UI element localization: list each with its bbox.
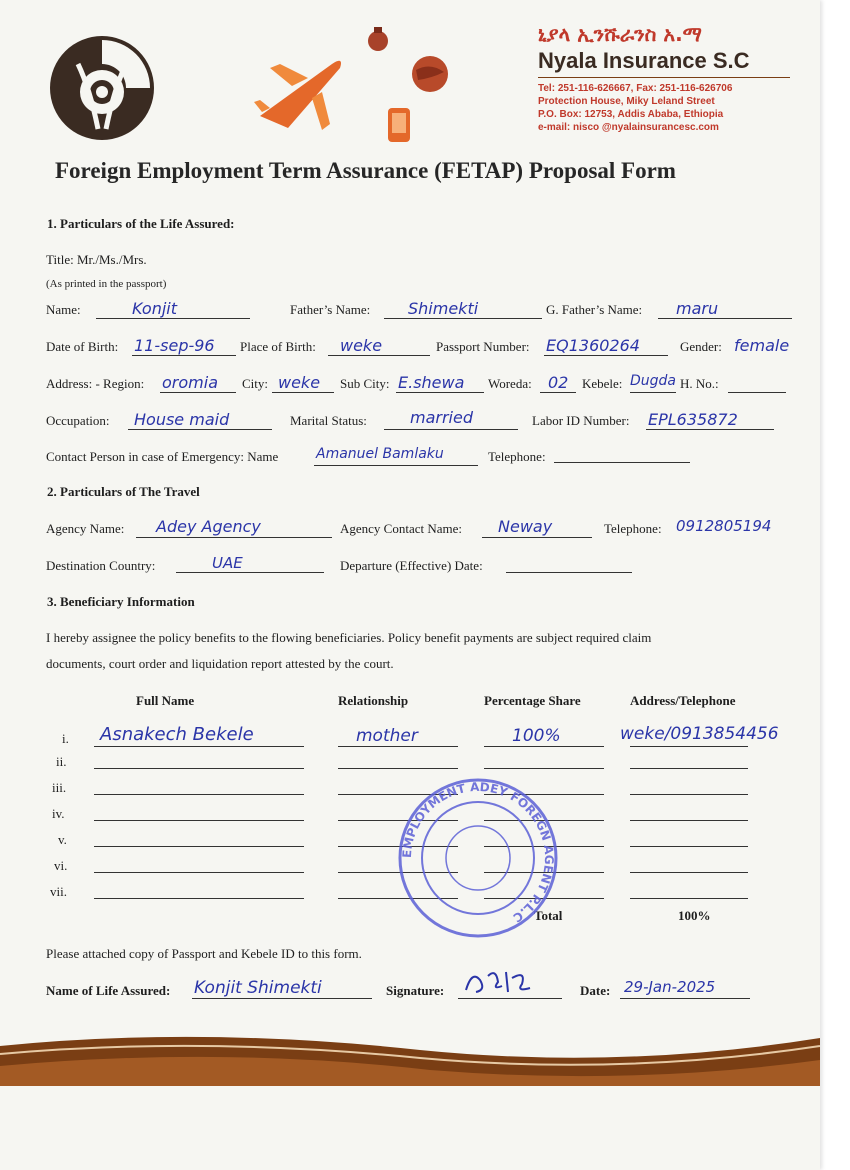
total-value: 100%: [678, 908, 711, 923]
emergency-contact-field-line[interactable]: [314, 465, 478, 466]
region-label: Address: - Region:: [46, 376, 145, 391]
departure-label: Departure (Effective) Date:: [340, 558, 483, 573]
labor-id-label: Labor ID Number:: [532, 413, 630, 428]
row-address-line[interactable]: [630, 768, 748, 769]
row-name-line[interactable]: [94, 898, 304, 899]
row-address-line[interactable]: [630, 872, 748, 873]
row-name-line[interactable]: [94, 872, 304, 873]
company-contact-email: e-mail: nisco @nyalainsurancesc.com: [538, 122, 719, 133]
emergency-telephone-field-line[interactable]: [554, 462, 690, 463]
printed-note: (As printed in the passport): [46, 278, 167, 290]
life-assured-name-field-line[interactable]: [192, 998, 372, 999]
pob-value: weke: [340, 336, 383, 355]
footer-wave-decoration-icon: [0, 1016, 820, 1086]
father-name-value: Shimekti: [408, 299, 479, 318]
beneficiary-name-value: Asnakech Bekele: [100, 724, 254, 745]
woreda-label: Woreda:: [488, 376, 532, 391]
row-name-line[interactable]: [94, 794, 304, 795]
row-relationship-line[interactable]: [338, 746, 458, 747]
marital-label: Marital Status:: [290, 413, 367, 428]
row-name-line[interactable]: [94, 746, 304, 747]
header-percentage-share: Percentage Share: [484, 693, 581, 708]
city-label: City:: [242, 376, 269, 391]
name-label: Name:: [46, 302, 81, 317]
moneybag-icon: [364, 24, 392, 52]
beneficiary-relationship-value: mother: [356, 726, 418, 746]
destination-label: Destination Country:: [46, 558, 156, 573]
row-address-line[interactable]: [630, 794, 748, 795]
row-address-line[interactable]: [630, 820, 748, 821]
signature-icon: [462, 966, 538, 998]
company-contact-address: Protection House, Miky Leland Street: [538, 96, 715, 107]
dob-label: Date of Birth:: [46, 339, 119, 354]
house-number-label: H. No.:: [680, 376, 719, 391]
labor-id-value: EPL635872: [648, 410, 738, 429]
header-address-telephone: Address/Telephone: [630, 693, 736, 708]
marital-field-line[interactable]: [384, 429, 518, 430]
row-number: iii.: [52, 780, 67, 795]
signature-label: Signature:: [386, 983, 445, 998]
row-name-line[interactable]: [94, 820, 304, 821]
name-value: Konjit: [132, 299, 178, 318]
dob-value: 11-sep-96: [134, 336, 215, 355]
row-name-line[interactable]: [94, 846, 304, 847]
globe-icon: [410, 54, 450, 94]
marital-value: married: [410, 408, 473, 427]
agency-contact-field-line[interactable]: [482, 537, 592, 538]
row-address-line[interactable]: [630, 898, 748, 899]
subcity-label: Sub City:: [340, 376, 390, 391]
pob-field-line[interactable]: [328, 355, 430, 356]
occupation-field-line[interactable]: [128, 429, 272, 430]
row-number: vi.: [54, 858, 68, 873]
gender-value: female: [734, 336, 790, 355]
row-share-line[interactable]: [484, 746, 604, 747]
life-assured-name-label: Name of Life Assured:: [46, 983, 171, 998]
beneficiary-address-value: weke/0913854456: [620, 724, 779, 744]
region-value: oromia: [162, 373, 218, 392]
section3-heading: 3. Beneficiary Information: [47, 594, 195, 609]
agency-contact-label: Agency Contact Name:: [340, 521, 463, 536]
occupation-label: Occupation:: [46, 413, 110, 428]
gender-label: Gender:: [680, 339, 722, 354]
passport-value: EQ1360264: [546, 336, 640, 355]
passport-field-line[interactable]: [544, 355, 668, 356]
airplane-icon: [252, 46, 348, 136]
beneficiary-text-line2: documents, court order and liquidation report attested by the court.: [46, 656, 394, 671]
stamp-text: EMPLOYMENT ADEY FOREGN AGENT P.L.C: [399, 779, 557, 925]
beneficiary-text-line1: I hereby assignee the policy benefits to the flowing beneficiaries. Policy benefit payments are subject required claim: [46, 630, 652, 645]
row-address-line[interactable]: [630, 846, 748, 847]
kebele-field-line[interactable]: [630, 392, 676, 393]
region-field-line[interactable]: [160, 392, 236, 393]
kebele-value: Dugda: [630, 373, 677, 389]
company-divider: [538, 77, 790, 78]
dob-field-line[interactable]: [132, 355, 236, 356]
city-value: weke: [278, 373, 321, 392]
father-name-label: Father’s Name:: [290, 302, 371, 317]
name-field-line[interactable]: [96, 318, 250, 319]
pob-label: Place of Birth:: [240, 339, 316, 354]
gfather-name-field-line[interactable]: [658, 318, 792, 319]
date-field-line[interactable]: [620, 998, 750, 999]
subcity-field-line[interactable]: [396, 392, 484, 393]
row-number: vii.: [50, 884, 67, 899]
company-stamp-icon: [396, 776, 563, 940]
row-number: i.: [62, 731, 69, 746]
signature-field-line[interactable]: [458, 998, 562, 999]
date-value: 29-Jan-2025: [624, 978, 716, 996]
form-title: Foreign Employment Term Assurance (FETAP) Proposal Form: [55, 158, 676, 183]
date-label: Date:: [580, 983, 611, 998]
row-name-line[interactable]: [94, 768, 304, 769]
nyala-logo-icon: [48, 34, 156, 142]
row-share-line[interactable]: [484, 768, 604, 769]
destination-field-line[interactable]: [176, 572, 324, 573]
agency-contact-value: Neway: [498, 517, 553, 536]
company-contact-phone: Tel: 251-116-626667, Fax: 251-116-626706: [538, 83, 733, 94]
section2-heading: 2. Particulars of The Travel: [47, 484, 200, 499]
agency-telephone-value: 0912805194: [676, 517, 772, 535]
beneficiary-share-value: 100%: [512, 726, 561, 746]
kebele-label: Kebele:: [582, 376, 623, 391]
departure-field-line[interactable]: [506, 572, 632, 573]
agency-name-field-line[interactable]: [136, 537, 332, 538]
phone-icon: [386, 106, 412, 144]
row-number: iv.: [52, 806, 65, 821]
attachment-note: Please attached copy of Passport and Kebele ID to this form.: [46, 946, 362, 961]
father-name-field-line[interactable]: [384, 318, 542, 319]
house-number-field-line[interactable]: [728, 392, 786, 393]
occupation-value: House maid: [134, 410, 230, 429]
emergency-telephone-label: Telephone:: [488, 449, 546, 464]
agency-name-value: Adey Agency: [156, 517, 261, 536]
title-label: Title: Mr./Ms./Mrs.: [46, 252, 147, 267]
emergency-contact-value: Amanuel Bamlaku: [316, 446, 444, 462]
gfather-name-label: G. Father’s Name:: [546, 302, 643, 317]
total-label: Total: [534, 908, 563, 923]
company-contact-pobox: P.O. Box: 12753, Addis Ababa, Ethiopia: [538, 109, 724, 120]
destination-value: UAE: [212, 554, 243, 572]
passport-label: Passport Number:: [436, 339, 530, 354]
header-full-name: Full Name: [136, 693, 195, 708]
life-assured-name-value: Konjit Shimekti: [194, 978, 322, 998]
agency-name-label: Agency Name:: [46, 521, 125, 536]
city-field-line[interactable]: [272, 392, 334, 393]
row-relationship-line[interactable]: [338, 768, 458, 769]
section1-heading: 1. Particulars of the Life Assured:: [47, 216, 235, 231]
agency-telephone-label: Telephone:: [604, 521, 662, 536]
header-relationship: Relationship: [338, 693, 409, 708]
row-number: v.: [58, 832, 67, 847]
gfather-name-value: maru: [676, 299, 719, 318]
row-address-line[interactable]: [630, 746, 748, 747]
woreda-value: 02: [548, 373, 569, 392]
woreda-field-line[interactable]: [540, 392, 576, 393]
subcity-value: E.shewa: [398, 373, 465, 392]
labor-id-field-line[interactable]: [646, 429, 774, 430]
row-number: ii.: [56, 754, 67, 769]
emergency-contact-label: Contact Person in case of Emergency: Name: [46, 449, 279, 464]
company-name-amharic: ኒያላ ኢንሹራንስ አ.ማ: [538, 22, 702, 46]
company-name: Nyala Insurance S.C: [538, 48, 750, 73]
